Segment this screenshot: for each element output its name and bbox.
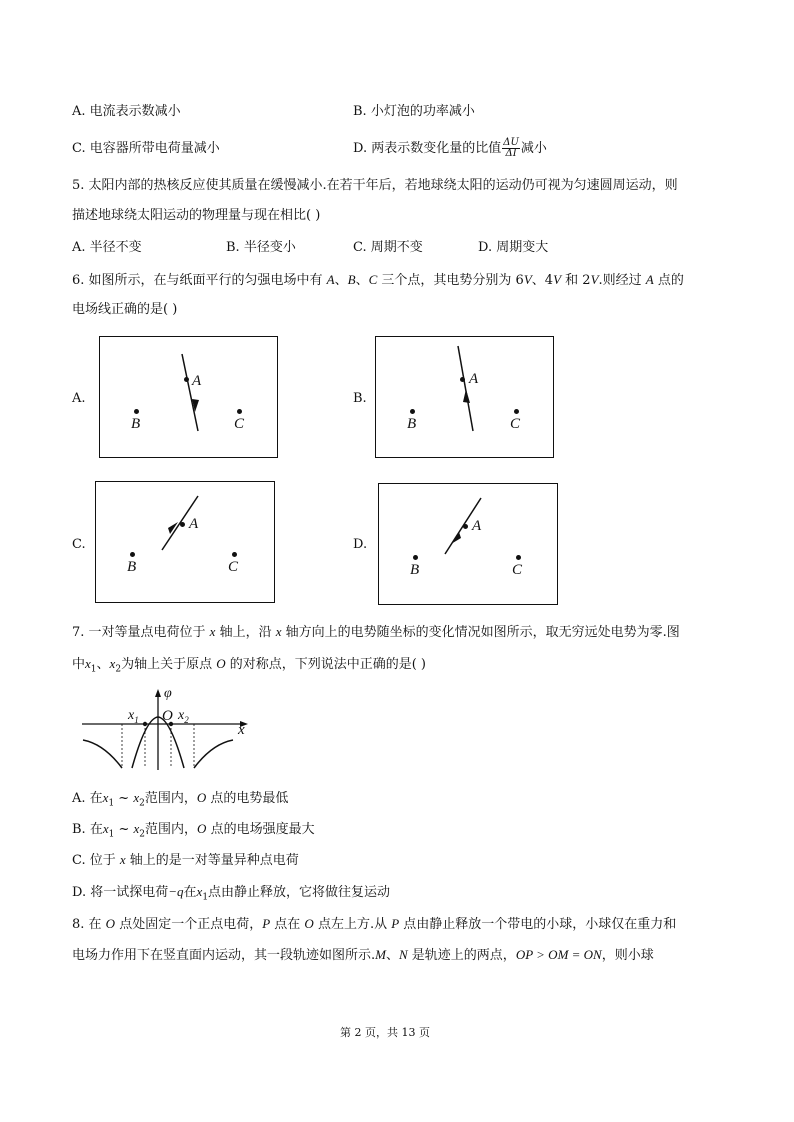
- point-c-dot: [514, 409, 519, 414]
- q7-stem-line2: [72, 656, 426, 678]
- q5-stem-line2: 描述地球绕太阳运动的物理量与现在相比( ): [72, 208, 321, 223]
- q6-fig-a-label: A.: [72, 391, 86, 406]
- point-b-dot: [134, 409, 139, 414]
- point-a-label: A: [472, 518, 482, 534]
- text: C. 位于: [72, 853, 120, 868]
- sub: 2: [184, 714, 189, 725]
- text: 点的电势最低: [206, 791, 289, 806]
- text: 电场力作用下在竖直面内运动，其一段轨迹如图所示.: [72, 948, 376, 963]
- q6-stem-line2: 电场线正确的是( ): [72, 302, 178, 317]
- var-x: x: [128, 708, 135, 723]
- text: 轴上，沿: [215, 625, 276, 640]
- unit-v: V: [590, 272, 599, 287]
- unit-v: V: [553, 272, 562, 287]
- var-x: x: [196, 884, 203, 899]
- q5-option-c: C. 周期不变: [353, 240, 423, 255]
- axis-label-phi: φ: [164, 686, 172, 701]
- q7-option-a: [72, 790, 288, 812]
- text: 6. 如图所示，在与纸面平行的匀强电场中有: [72, 273, 327, 288]
- point-c-label: C: [228, 559, 239, 575]
- point-m: M: [375, 947, 386, 962]
- sep: 、: [385, 948, 399, 963]
- var-x: x: [85, 656, 91, 671]
- point-a-label: A: [192, 373, 202, 389]
- text: 8. 在: [72, 917, 106, 932]
- point-b-label: B: [127, 559, 137, 575]
- point-c-label: C: [510, 416, 521, 432]
- text: 是轨迹上的两点，: [407, 948, 516, 963]
- point-p: P: [262, 916, 271, 931]
- text: 点在: [270, 917, 305, 932]
- origin-o: O: [197, 821, 207, 836]
- q6-stem-line1: [72, 272, 684, 289]
- tilde: ~: [114, 791, 134, 806]
- point-c-label: C: [234, 416, 245, 432]
- var-x: x: [178, 708, 185, 723]
- unit-v: V: [523, 272, 532, 287]
- q5-option-b: B. 半径变小: [226, 240, 296, 255]
- q5-stem-line1: 5. 太阳内部的热核反应使其质量在缓慢减小.在若干年后，若地球绕太阳的运动仍可视为匀速圆周运动，则: [72, 178, 678, 193]
- point-a-label: A: [189, 516, 199, 532]
- page-footer: 第 2 页，共 13 页: [340, 1026, 430, 1039]
- q5-option-d: D. 周期变大: [478, 240, 549, 255]
- sub: 2: [139, 798, 145, 809]
- q7-potential-graph: [80, 688, 250, 772]
- point-a-dot: [463, 524, 468, 529]
- field-line-svg: [376, 337, 553, 457]
- q6-fig-d-label: D.: [353, 537, 368, 552]
- text: 轴上的是一对等量异种点电荷: [125, 853, 299, 868]
- point-c-dot: [237, 409, 242, 414]
- point-a: A: [645, 272, 654, 287]
- sub: 1: [134, 714, 139, 725]
- var-x: x: [209, 624, 216, 639]
- point-n: N: [399, 947, 408, 962]
- q6-fig-c-label: C.: [72, 537, 86, 552]
- var-x: x: [119, 852, 126, 867]
- sep: 、: [334, 273, 348, 288]
- point-a-dot: [460, 377, 465, 382]
- text: D. 将一试探电荷: [72, 885, 169, 900]
- field-line-svg: [100, 337, 277, 457]
- text: 在: [183, 885, 197, 900]
- point-b-dot: [130, 552, 135, 557]
- q8-stem-line1: [72, 916, 676, 933]
- text: 点由静止释放一个带电的小球，小球仅在重力和: [399, 917, 677, 932]
- var-x: x: [109, 656, 116, 671]
- q8-stem-line2: [72, 947, 654, 964]
- point-b-label: B: [410, 562, 420, 578]
- q4-option-a: A. 电流表示数减小: [72, 104, 181, 119]
- text: 点的: [653, 273, 684, 288]
- relation-op-om-on: OP > OM = ON: [515, 947, 602, 962]
- var-x: x: [275, 624, 282, 639]
- q4-option-c: C. 电容器所带电荷量减小: [72, 141, 220, 156]
- fraction-numerator: ΔU: [503, 137, 519, 148]
- field-line-svg: [379, 484, 557, 604]
- text: .则经过: [598, 273, 646, 288]
- sub: 1: [202, 892, 209, 903]
- point-c-dot: [232, 552, 237, 557]
- text: 点处固定一个正点电荷，: [115, 917, 263, 932]
- text: 7. 一对等量点电荷位于: [72, 625, 210, 640]
- sub: 2: [115, 664, 122, 675]
- point-b-label: B: [407, 416, 417, 432]
- q6-fig-b-label: B.: [353, 391, 367, 406]
- tilde: ~: [114, 822, 134, 837]
- text: 、4: [531, 273, 554, 288]
- point-p: P: [391, 916, 400, 931]
- q7-stem-line1: [72, 624, 680, 641]
- point-a-dot: [180, 522, 185, 527]
- text: 的对称点，下列说法中正确的是( ): [225, 657, 427, 672]
- point-a: A: [326, 272, 335, 287]
- text: B. 在: [72, 822, 103, 837]
- var-x: x: [102, 821, 109, 836]
- point-b-dot: [410, 409, 415, 414]
- sep: 、: [355, 273, 369, 288]
- text: 范围内，: [145, 822, 198, 837]
- q7-option-b: [72, 821, 315, 843]
- text: 三个点，其电势分别为 6: [377, 273, 524, 288]
- origin-o: O: [196, 790, 207, 805]
- point-o: O: [105, 916, 116, 931]
- text: 轴方向上的电势随坐标的变化情况如图所示，取无穷远处电势为零.图: [281, 625, 680, 640]
- var-x: x: [133, 790, 140, 805]
- axis-label-x: x: [238, 722, 245, 738]
- text: 和 2: [561, 273, 591, 288]
- field-line-svg: [96, 482, 274, 602]
- q4-option-d-suffix: 减小: [520, 141, 547, 156]
- point-c-label: C: [512, 562, 523, 578]
- point-o: O: [304, 916, 314, 931]
- sub: 1: [90, 664, 97, 675]
- text: ，则小球: [601, 948, 654, 963]
- q6-figure-b: [375, 336, 554, 458]
- q7-option-c: [72, 852, 299, 869]
- q6-figure-d: [378, 483, 558, 605]
- delta-u-over-delta-i: [502, 138, 520, 159]
- axis-label-x2: [178, 708, 189, 725]
- point-c: C: [368, 272, 378, 287]
- var-x: x: [102, 790, 109, 805]
- text: 点的电场强度最大: [206, 822, 315, 837]
- point-c-dot: [516, 555, 521, 560]
- point-a-dot: [184, 377, 189, 382]
- origin-o: O: [216, 656, 226, 671]
- var-x: x: [133, 821, 140, 836]
- text: 点由静止释放，它将做往复运动: [208, 885, 391, 900]
- text: 、: [96, 657, 110, 672]
- q6-figure-a: [99, 336, 278, 458]
- q7-option-d: [72, 884, 390, 906]
- sub: 2: [139, 829, 146, 840]
- point-a-label: A: [469, 371, 479, 387]
- q5-option-a: A. 半径不变: [72, 240, 142, 255]
- q4-option-d: [353, 138, 547, 159]
- axis-label-x1: [128, 708, 139, 725]
- text: A. 在: [72, 791, 103, 806]
- text: 范围内，: [144, 791, 197, 806]
- text: 为轴上关于原点: [121, 657, 217, 672]
- text: 中: [72, 657, 86, 672]
- charge-minus-q: −q: [168, 884, 184, 899]
- point-b-label: B: [131, 416, 141, 432]
- q4-option-d-text: D. 两表示数变化量的比值: [353, 141, 502, 156]
- q4-option-b: B. 小灯泡的功率减小: [353, 104, 475, 119]
- point-b-dot: [413, 555, 418, 560]
- q6-figure-c: [95, 481, 275, 603]
- axis-label-origin: O: [162, 708, 173, 724]
- sub: 1: [108, 798, 115, 809]
- text: 点左上方.从: [313, 917, 392, 932]
- point-b: B: [347, 272, 356, 287]
- sub: 1: [108, 829, 115, 840]
- fraction-denominator: ΔI: [505, 148, 517, 159]
